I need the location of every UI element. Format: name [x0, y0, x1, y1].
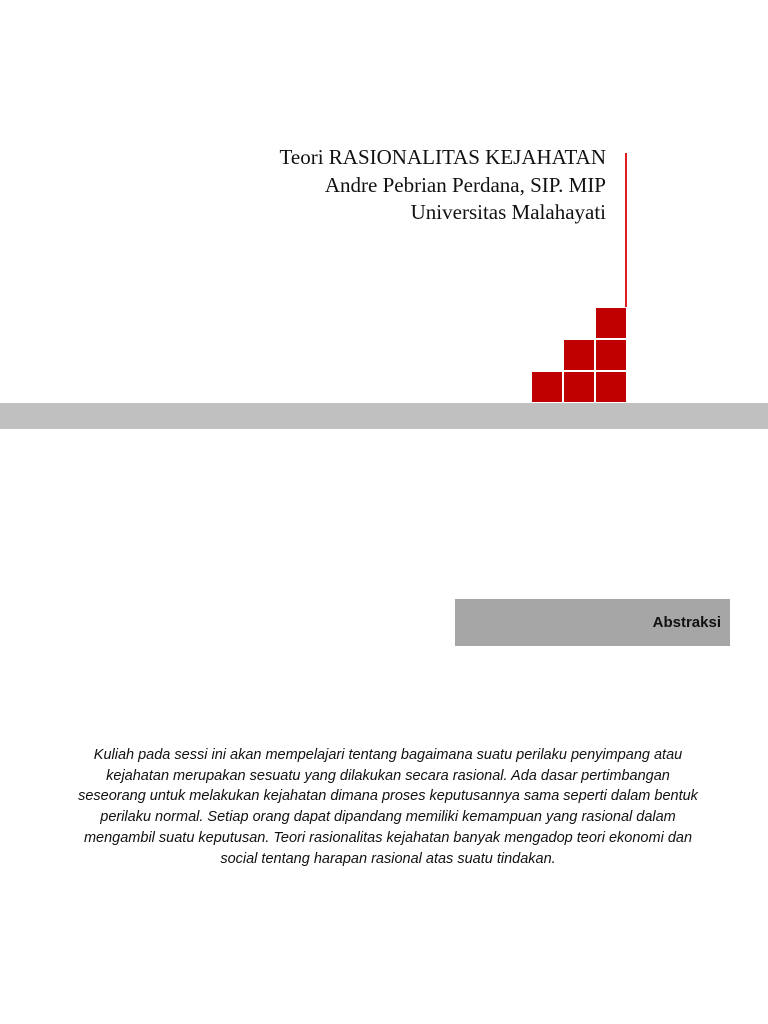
abstract-line: kejahatan merupakan sesuatu yang dilakukan secara rasional. Ada dasar pertimbangan	[106, 767, 670, 784]
horizontal-divider-band	[0, 403, 768, 429]
abstract-line: mengambil suatu keputusan. Teori rasionalitas kejahatan banyak mengadop teori ekonomi dan	[83, 829, 693, 846]
author-name: Andre Pebrian Perdana, SIP. MIP	[324, 172, 606, 197]
title-block	[280, 144, 606, 227]
document-title: Teori RASIONALITAS KEJAHATAN	[279, 145, 606, 169]
stair-block	[563, 339, 595, 371]
stair-block	[595, 339, 627, 371]
stair-block	[595, 371, 627, 403]
abstract-line: seseorang untuk melakukan kejahatan dimana proses keputusannya sama seperti dalam bentuk	[78, 788, 698, 805]
abstract-line: perilaku normal. Setiap orang dapat dipandang memiliki kemampuan yang rasional dalam	[100, 809, 676, 826]
abstract-paragraph	[50, 745, 726, 869]
abstract-line: Kuliah pada sessi ini akan mempelajari tentang bagaimana suatu perilaku penyimpang atau	[93, 747, 683, 763]
abstract-line: social tentang harapan rasional atas suatu tindakan.	[220, 850, 556, 867]
abstract-heading: Abstraksi	[652, 614, 721, 631]
stair-block	[563, 371, 595, 403]
stair-block	[595, 307, 627, 339]
abstract-heading-box	[455, 599, 730, 646]
stair-block	[531, 371, 563, 403]
institution-name: Universitas Malahayati	[410, 200, 606, 224]
